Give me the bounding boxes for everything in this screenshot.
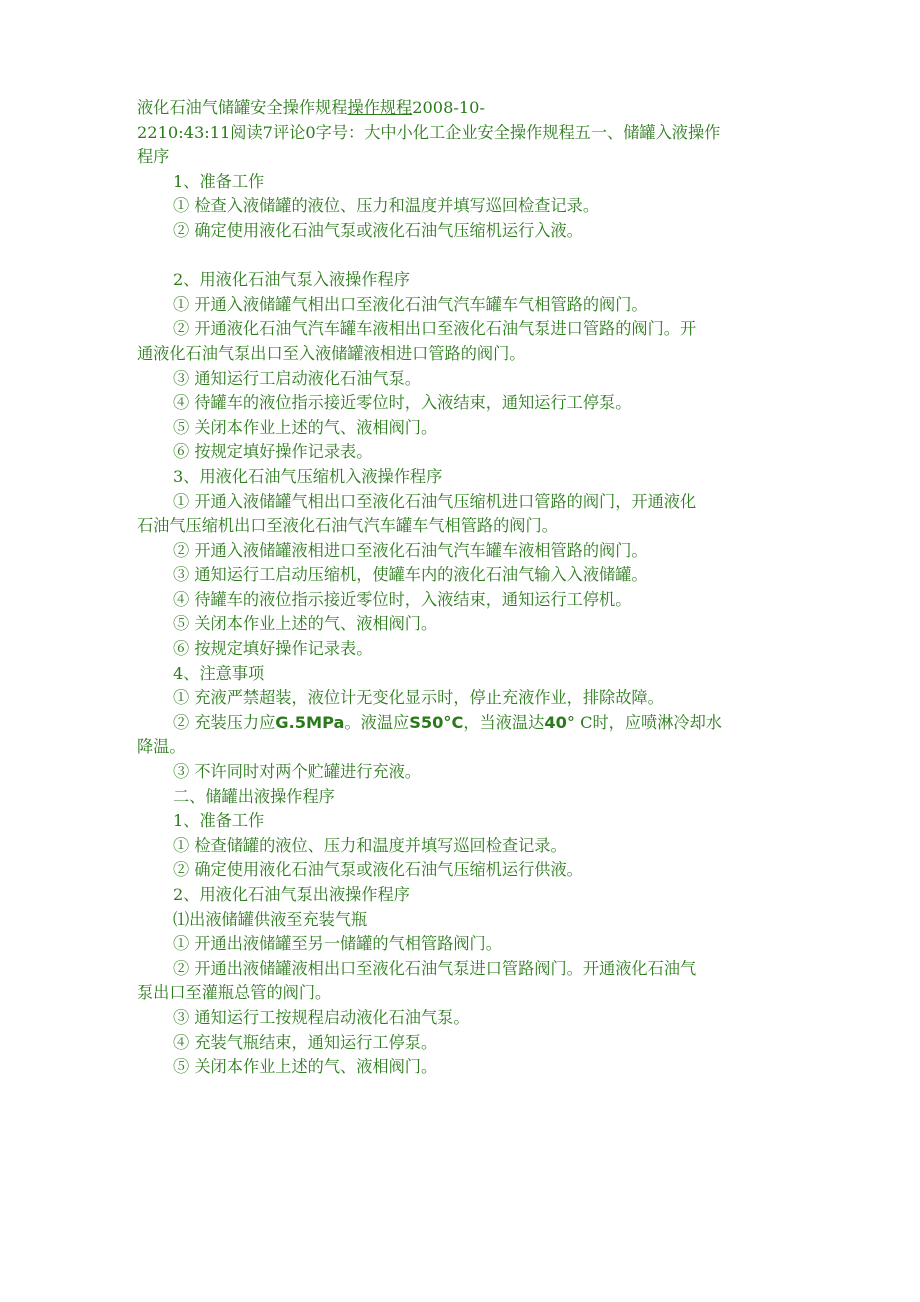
list-item-cont: 降温。 [137, 737, 186, 757]
operating-rules-link[interactable]: 操作规程 [347, 98, 413, 117]
list-item: ① 开通入液储罐气相出口至液化石油气压缩机进口管路的阀门，开通液化 [173, 491, 697, 511]
list-item: ④ 待罐车的液位指示接近零位时，入液结束，通知运行工停机。 [173, 589, 632, 609]
section-heading: 1、准备工作 [173, 811, 265, 831]
document-title: 液化石油气储罐安全操作规程 [137, 98, 348, 117]
list-item-cont: 石油气压缩机出口至液化石油气汽车罐车气相管路的阀门。 [137, 516, 558, 536]
list-item: ① 检查入液储罐的液位、压力和温度并填写巡回检查记录。 [173, 196, 600, 216]
list-item: ① 开通出液储罐至另一储罐的气相管路阀门。 [173, 934, 502, 954]
document-body [137, 96, 787, 1080]
list-item: ② 开通出液储罐液相出口至液化石油气泵进口管路阀门。开通液化石油气 [173, 958, 697, 978]
document-title-line [137, 96, 787, 121]
part-heading: 二、储罐出液操作程序 [173, 786, 335, 806]
pressure-value: G.5MPa [275, 712, 345, 732]
list-item: ④ 待罐车的液位指示接近零位时，入液结束，通知运行工停泵。 [173, 393, 632, 413]
list-item: ③ 通知运行工按规程启动液化石油气泵。 [173, 1007, 470, 1027]
list-item: ③ 不许同时对两个贮罐进行充液。 [173, 762, 421, 782]
pressure-text: ② 充装压力应 [173, 712, 276, 732]
section-heading: 3、用液化石油气压缩机入液操作程序 [173, 466, 443, 486]
list-item: ② 开通液化石油气汽车罐车液相出口至液化石油气泵进口管路的阀门。开 [173, 319, 697, 339]
list-item: ③ 通知运行工启动压缩机，使罐车内的液化石油气输入入液储罐。 [173, 565, 648, 585]
list-item [137, 711, 787, 736]
temp-text-2: ，当液温达 [463, 712, 545, 732]
spacer [137, 244, 787, 269]
document-date: 2008-10- [412, 98, 485, 117]
list-item: ④ 充装气瓶结束，通知运行工停泵。 [173, 1032, 438, 1052]
section-heading: 2、用液化石油气泵出液操作程序 [173, 885, 410, 904]
list-item: ⑤ 关闭本作业上述的气、液相阀门。 [173, 1057, 438, 1077]
list-item: ⑤ 关闭本作业上述的气、液相阀门。 [173, 614, 438, 634]
document-meta-line-cont: 程序 [137, 147, 170, 167]
list-item: ② 开通入液储罐液相进口至液化石油气汽车罐车液相管路的阀门。 [173, 540, 648, 560]
section-heading: 1、准备工作 [173, 171, 265, 191]
list-item-cont: 通液化石油气泵出口至入液储罐液相进口管路的阀门。 [137, 343, 526, 363]
document-meta-line: 2210:43:11阅读7评论0字号：大中小化工企业安全操作规程五一、储罐入液操作 [137, 122, 721, 142]
cooling-text: ° C时，应喷淋冷却水 [566, 712, 722, 732]
section-heading: 2、用液化石油气泵入液操作程序 [173, 270, 410, 290]
temp-text: 。液温应 [344, 712, 410, 732]
list-item-cont: 泵出口至灌瓶总管的阀门。 [137, 983, 332, 1003]
list-item: ③ 通知运行工启动液化石油气泵。 [173, 368, 421, 388]
subsection-heading: ⑴出液储罐供液至充装气瓶 [173, 909, 368, 929]
list-item: ② 确定使用液化石油气泵或液化石油气压缩机运行入液。 [173, 220, 583, 240]
list-item: ⑤ 关闭本作业上述的气、液相阀门。 [173, 417, 438, 437]
list-item: ⑥ 按规定填好操作记录表。 [173, 639, 373, 659]
temp-value: S50°C [409, 712, 464, 732]
temp-threshold-value: 40 [544, 712, 567, 732]
list-item: ② 确定使用液化石油气泵或液化石油气压缩机运行供液。 [173, 860, 583, 880]
list-item: ① 检查储罐的液位、压力和温度并填写巡回检查记录。 [173, 835, 567, 855]
section-heading: 4、注意事项 [173, 663, 265, 683]
list-item: ① 开通入液储罐气相出口至液化石油气汽车罐车气相管路的阀门。 [173, 294, 648, 314]
list-item: ⑥ 按规定填好操作记录表。 [173, 442, 373, 462]
list-item: ① 充液严禁超装，液位计无变化显示时，停止充液作业，排除故障。 [173, 688, 664, 708]
